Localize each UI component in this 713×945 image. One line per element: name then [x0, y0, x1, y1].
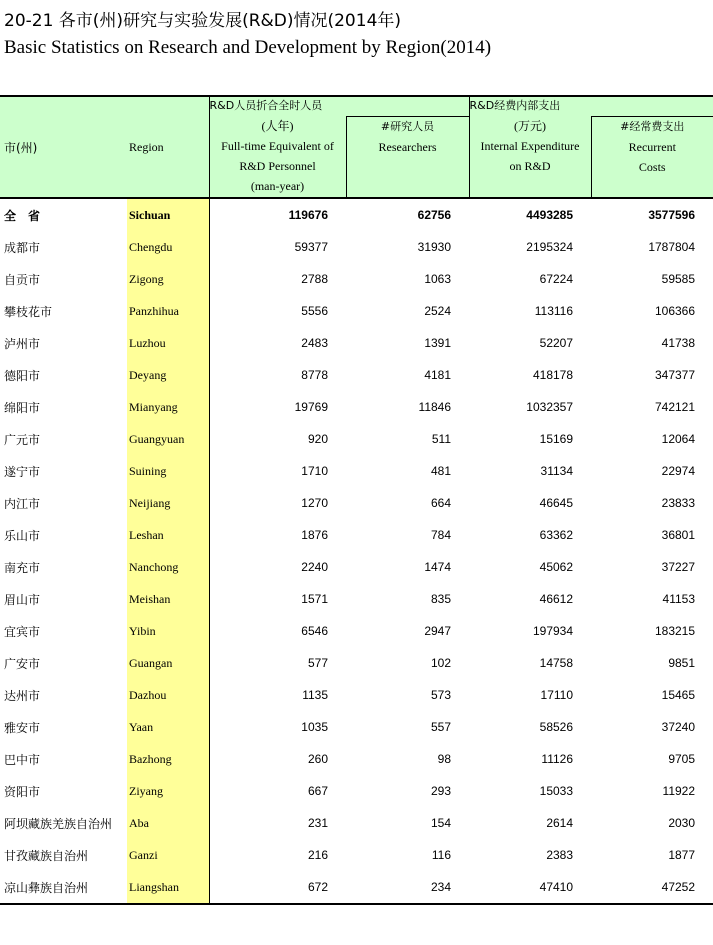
- cell-expenditure: 14758: [539, 656, 574, 670]
- table-row: [0, 423, 713, 455]
- header-rd-personnel-en1: Full-time Equivalent of: [221, 139, 334, 153]
- cell-researchers: 11846: [418, 400, 452, 414]
- table-row: [0, 807, 713, 839]
- cell-researchers: 31930: [417, 240, 452, 254]
- cell-researchers: 116: [431, 848, 452, 862]
- cell-rd-personnel: 1571: [301, 592, 328, 606]
- cell-region-en: Panzhihua: [127, 295, 209, 327]
- cell-region-en: Luzhou: [127, 327, 209, 359]
- cell-recurrent: 2030: [668, 816, 696, 830]
- cell-city-cn: 宜宾市: [4, 624, 41, 639]
- cell-city-cn: 成都市: [4, 240, 41, 255]
- header-expenditure-unit: (万元): [514, 119, 547, 133]
- cell-city-cn: 雅安市: [4, 720, 41, 735]
- cell-region-en: Nanchong: [127, 551, 209, 583]
- cell-rd-personnel: 2788: [301, 272, 328, 286]
- cell-region-en: Deyang: [127, 359, 209, 391]
- cell-city-cn: 眉山市: [4, 592, 41, 607]
- header-rd-personnel-group: R&D人员折合全时人员: [209, 96, 469, 116]
- cell-rd-personnel: 1270: [301, 496, 328, 510]
- cell-region-en: Yibin: [127, 615, 209, 647]
- cell-researchers: 2524: [424, 304, 452, 318]
- cell-recurrent: 1787804: [648, 240, 696, 254]
- cell-recurrent: 37240: [661, 720, 696, 734]
- cell-researchers: 1063: [424, 272, 452, 286]
- cell-researchers: 4181: [424, 368, 452, 382]
- table-row: [0, 487, 713, 519]
- rd-statistics-table: [0, 95, 713, 905]
- cell-rd-personnel: 6546: [301, 624, 328, 638]
- table-row: [0, 647, 713, 679]
- table-row: [0, 743, 713, 775]
- cell-recurrent: 11922: [662, 784, 696, 798]
- cell-city-cn: 阿坝藏族羌族自治州: [4, 816, 113, 831]
- cell-region-en: Ganzi: [127, 839, 209, 871]
- header-region: Region: [127, 96, 209, 198]
- cell-rd-personnel: 672: [209, 871, 346, 904]
- cell-recurrent: 742121: [654, 400, 696, 414]
- cell-expenditure: 15033: [539, 784, 574, 798]
- cell-recurrent: 9705: [668, 752, 696, 766]
- cell-recurrent: 23833: [661, 496, 696, 510]
- cell-rd-personnel: 1710: [301, 464, 328, 478]
- cell-region-en: Chengdu: [127, 231, 209, 263]
- page-title-en: Basic Statistics on Research and Development by Region(2014): [4, 37, 492, 58]
- cell-recurrent: 183215: [654, 624, 696, 638]
- table-row: [0, 231, 713, 263]
- cell-region-en: Liangshan: [127, 871, 209, 904]
- cell-city-cn: 南充市: [4, 560, 41, 575]
- table-row-total: [0, 198, 713, 231]
- header-researchers-cn: #研究人员: [380, 119, 435, 133]
- cell-researchers: 2947: [424, 624, 452, 638]
- cell-expenditure: 17110: [540, 688, 574, 702]
- cell-city-cn: 全 省: [4, 208, 41, 223]
- cell-region-en: Guangyuan: [127, 423, 209, 455]
- cell-city-cn: 泸州市: [4, 336, 41, 351]
- cell-city-cn: 绵阳市: [4, 400, 41, 415]
- table-row: [0, 775, 713, 807]
- cell-expenditure: 2614: [546, 816, 574, 830]
- table-row: [0, 871, 713, 904]
- table-row: [0, 615, 713, 647]
- cell-expenditure: 2195324: [526, 240, 574, 254]
- cell-city-cn: 资阳市: [4, 784, 41, 799]
- cell-region-en: Ziyang: [127, 775, 209, 807]
- cell-region-en: Leshan: [127, 519, 209, 551]
- table-row: [0, 455, 713, 487]
- cell-researchers: 784: [430, 528, 452, 542]
- cell-expenditure: 197934: [532, 624, 574, 638]
- cell-city-cn: 广安市: [4, 656, 41, 671]
- header-expenditure-en2: on R&D: [509, 159, 551, 173]
- cell-region-en: Neijiang: [127, 487, 209, 519]
- cell-recurrent: 12064: [661, 432, 696, 446]
- cell-rd-personnel: 2240: [301, 560, 328, 574]
- table-row: [0, 583, 713, 615]
- cell-researchers: 573: [430, 688, 452, 702]
- cell-region-en: Guangan: [127, 647, 209, 679]
- cell-recurrent: 41738: [661, 336, 696, 350]
- cell-rd-personnel: 1035: [301, 720, 328, 734]
- table-header: [0, 96, 713, 198]
- header-recurrent: [591, 116, 713, 198]
- cell-expenditure: 1032357: [526, 400, 574, 414]
- cell-expenditure: 31134: [540, 464, 574, 478]
- header-expenditure-group: R&D经费内部支出: [469, 96, 713, 116]
- header-recurrent-en2: Costs: [638, 159, 666, 174]
- cell-region-en: Sichuan: [127, 198, 209, 231]
- cell-rd-personnel: 667: [307, 784, 328, 798]
- cell-city-cn: 乐山市: [4, 528, 41, 543]
- header-rd-personnel-en2: R&D Personnel: [239, 159, 316, 173]
- table-row: [0, 327, 713, 359]
- cell-expenditure: 47410: [469, 871, 591, 904]
- cell-rd-personnel: 216: [307, 848, 328, 862]
- cell-rd-personnel: 2483: [301, 336, 328, 350]
- cell-region-en: Meishan: [127, 583, 209, 615]
- cell-recurrent: 36801: [661, 528, 696, 542]
- cell-region-en: Dazhou: [127, 679, 209, 711]
- cell-city-cn: 德阳市: [4, 368, 41, 383]
- cell-expenditure: 67224: [539, 272, 574, 286]
- cell-city-cn: 凉山彝族自治州: [0, 871, 127, 904]
- cell-rd-personnel: 1135: [302, 688, 328, 702]
- cell-rd-personnel: 19769: [294, 400, 328, 414]
- header-rd-personnel: [209, 116, 346, 198]
- cell-expenditure: 45062: [539, 560, 574, 574]
- cell-city-cn: 达州市: [4, 688, 41, 703]
- cell-recurrent: 37227: [661, 560, 696, 574]
- cell-expenditure: 2383: [546, 848, 574, 862]
- cell-city-cn: 巴中市: [4, 752, 41, 767]
- cell-region-en: Yaan: [127, 711, 209, 743]
- cell-researchers: 293: [430, 784, 452, 798]
- table-row: [0, 295, 713, 327]
- header-recurrent-en1: Recurrent: [628, 139, 676, 154]
- cell-region-en: Bazhong: [127, 743, 209, 775]
- table-row: [0, 359, 713, 391]
- cell-city-cn: 遂宁市: [4, 464, 41, 479]
- cell-region-en: Suining: [127, 455, 209, 487]
- cell-expenditure: 52207: [539, 336, 574, 350]
- header-expenditure: [469, 116, 591, 198]
- table-body: [0, 198, 713, 904]
- cell-rd-personnel: 1876: [301, 528, 328, 542]
- cell-researchers: 664: [430, 496, 452, 510]
- cell-expenditure: 11126: [541, 752, 574, 766]
- cell-researchers: 154: [430, 816, 452, 830]
- cell-recurrent: 1877: [668, 848, 696, 862]
- cell-researchers: 234: [346, 871, 469, 904]
- cell-rd-personnel: 5556: [301, 304, 328, 318]
- cell-region-en: Zigong: [127, 263, 209, 295]
- header-rd-personnel-unit: (人年): [261, 119, 294, 133]
- cell-city-cn: 自贡市: [4, 272, 41, 287]
- cell-rd-personnel: 8778: [301, 368, 328, 382]
- cell-recurrent: 347377: [654, 368, 696, 382]
- cell-expenditure: 113116: [534, 304, 574, 318]
- table-row: [0, 519, 713, 551]
- cell-researchers: 511: [431, 432, 452, 446]
- cell-researchers: 1474: [424, 560, 452, 574]
- cell-expenditure: 63362: [539, 528, 574, 542]
- cell-expenditure: 58526: [539, 720, 574, 734]
- cell-city-cn: 甘孜藏族自治州: [4, 848, 89, 863]
- header-researchers-en: Researchers: [378, 139, 437, 154]
- header-rd-personnel-en3: (man-year): [250, 179, 305, 193]
- table-row: [0, 711, 713, 743]
- cell-researchers: 481: [430, 464, 452, 478]
- cell-city-cn: 内江市: [4, 496, 41, 511]
- cell-researchers: 557: [430, 720, 452, 734]
- cell-region-en: Mianyang: [127, 391, 209, 423]
- header-city: 市(州): [0, 96, 127, 198]
- cell-city-cn: 广元市: [4, 432, 41, 447]
- table-row: [0, 263, 713, 295]
- cell-recurrent: 3577596: [648, 208, 696, 222]
- cell-rd-personnel: 260: [307, 752, 328, 766]
- cell-researchers: 1391: [424, 336, 452, 350]
- header-expenditure-en1: Internal Expenditure: [480, 139, 580, 153]
- page-title-cn: 20-21 各市(州)研究与实验发展(R&D)情况(2014年): [4, 11, 402, 31]
- cell-expenditure: 46612: [539, 592, 574, 606]
- cell-recurrent: 22974: [661, 464, 696, 478]
- cell-rd-personnel: 577: [307, 656, 328, 670]
- header-researchers: [346, 116, 469, 198]
- table-row: [0, 839, 713, 871]
- cell-expenditure: 15169: [539, 432, 574, 446]
- table-row: [0, 679, 713, 711]
- cell-researchers: 102: [430, 656, 452, 670]
- cell-rd-personnel: 920: [307, 432, 328, 446]
- cell-recurrent: 47252: [591, 871, 713, 904]
- cell-recurrent: 106366: [654, 304, 696, 318]
- cell-city-cn: 攀枝花市: [4, 304, 53, 319]
- cell-rd-personnel: 231: [307, 816, 328, 830]
- cell-recurrent: 15465: [661, 688, 696, 702]
- cell-rd-personnel: 119676: [288, 208, 328, 222]
- table-row: [0, 551, 713, 583]
- table-row: [0, 391, 713, 423]
- cell-expenditure: 46645: [539, 496, 574, 510]
- header-recurrent-cn: #经常费支出: [620, 119, 685, 133]
- cell-researchers: 62756: [417, 208, 452, 222]
- cell-recurrent: 41153: [662, 592, 696, 606]
- cell-researchers: 98: [437, 752, 452, 766]
- cell-recurrent: 59585: [661, 272, 696, 286]
- cell-researchers: 835: [430, 592, 452, 606]
- cell-expenditure: 4493285: [526, 208, 574, 222]
- cell-expenditure: 418178: [532, 368, 574, 382]
- cell-rd-personnel: 59377: [294, 240, 328, 254]
- cell-region-en: Aba: [127, 807, 209, 839]
- cell-recurrent: 9851: [668, 656, 696, 670]
